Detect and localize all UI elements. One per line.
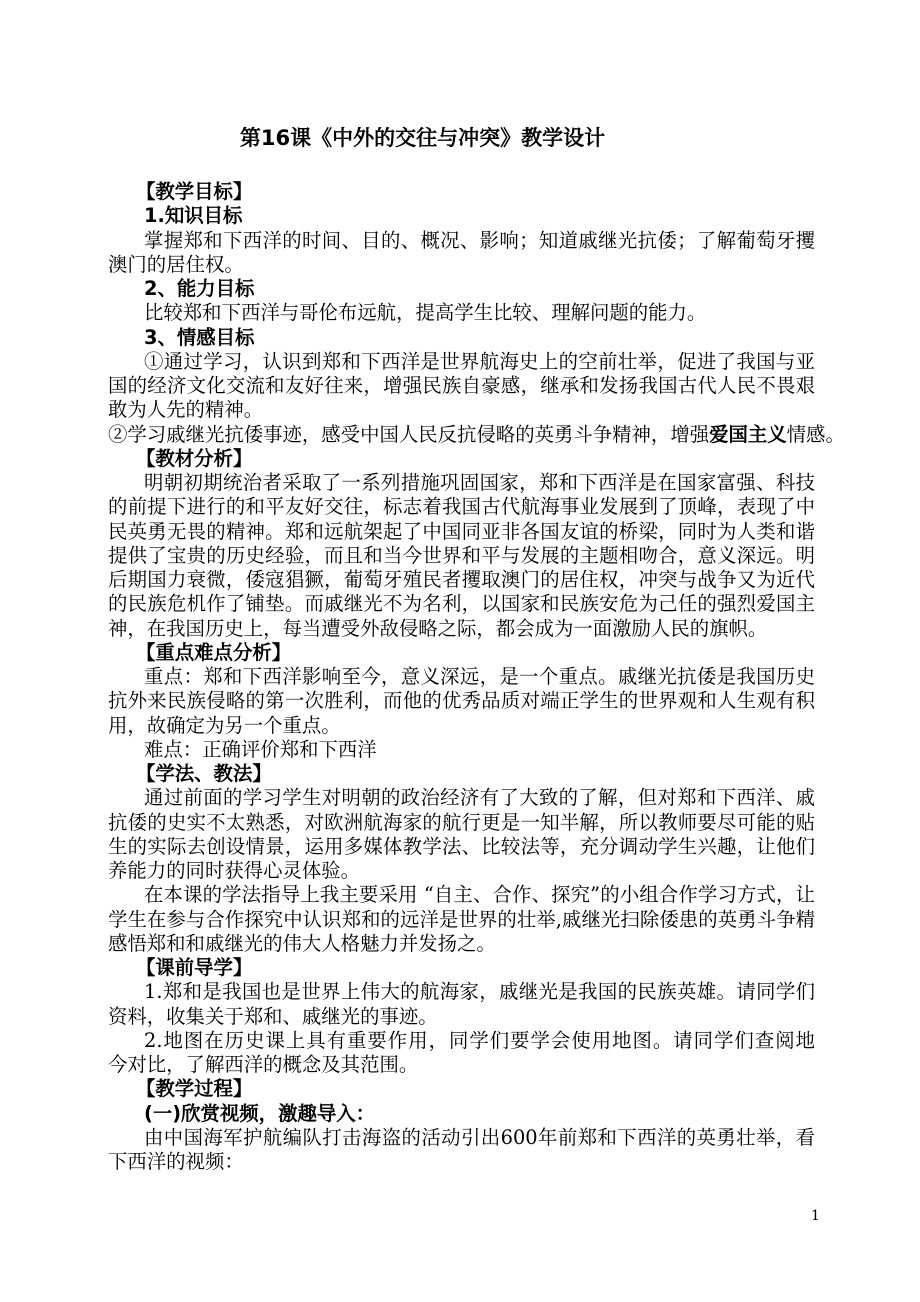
section-heading: 【教学目标】 [136, 180, 253, 203]
text-line: 下西洋的视频： [108, 1150, 244, 1173]
text-line: 感悟郑和和戚继光的伟大人格魅力并发扬之。 [108, 931, 496, 955]
text-line: 难点：正确评价郑和下西洋 [144, 737, 377, 761]
text-line: 民英勇无畏的精神。郑和远航架起了中国同亚非各国友谊的桥梁，同时为人类和谐 [108, 519, 815, 543]
text-line: 养能力的同时获得心灵体验。 [108, 859, 361, 882]
text-line: 神，在我国历史上，每当遭受外敌侵略之际，都会成为一面激励人民的旗帜。 [108, 616, 768, 640]
subsection-heading: 3、情感目标 [144, 325, 255, 349]
text-line: 掌握郑和下西洋的时间、目的、概况、影响；知道戚继光抗倭；了解葡萄牙攫 [144, 228, 815, 252]
document-title: 第16课《中外的交往与冲突》教学设计 [239, 126, 606, 150]
text-line: 由中国海军护航编队打击海盗的活动引出600年前郑和下西洋的英勇壮举，看 [144, 1125, 815, 1149]
text-line: 今对比，了解西洋的概念及其范围。 [108, 1053, 419, 1076]
section-heading: 【重点难点分析】 [136, 640, 292, 664]
text-line: 抗外来民族侵略的第一次胜利，而他的优秀品质对端正学生的世界观和人生观有积 [108, 689, 815, 713]
text-line: 用，故确定为另一个重点。 [108, 713, 341, 737]
section-heading: 【学法、教法】 [136, 762, 272, 785]
text-line: 敢为人先的精神。 [108, 398, 264, 422]
text-line: 后期国力衰微，倭寇猖獗，葡萄牙殖民者攫取澳门的居住权，冲突与战争又为近代 [108, 568, 815, 591]
text-segment: ②学习戚继光抗倭事迹，感受中国人民反抗侵略的英勇斗争精神，增强 [108, 422, 710, 446]
text-line: 比较郑和下西洋与哥伦布远航，提高学生比较、理解问题的能力。 [144, 301, 707, 325]
text-line: 2.地图在历史课上具有重要作用，同学们要学会使用地图。请同学们查阅地 [144, 1028, 815, 1052]
text-line: 在本课的学法指导上我主要采用 “自主、合作、探究”的小组合作学习方式，让 [144, 883, 815, 907]
text-line: 学生在参与合作探究中认识郑和的远洋是世界的壮举,戚继光扫除倭患的英勇斗争精 [108, 907, 815, 931]
subsection-heading: 2、能力目标 [144, 277, 255, 300]
document-body [108, 180, 845, 1174]
text-line: 明朝初期统治者采取了一系列措施巩固国家，郑和下西洋是在国家富强、科技 [144, 471, 815, 494]
subsection-heading: 1.知识目标 [144, 204, 243, 228]
text-line: 1.郑和是我国也是世界上伟大的航海家，戚继光是我国的民族英雄。请同学们 [144, 980, 815, 1004]
page-number: 1 [811, 1208, 820, 1224]
text-line: 澳门的居住权。 [108, 252, 244, 276]
text-line: ①通过学习，认识到郑和下西洋是世界航海史上的空前壮举，促进了我国与亚 [144, 349, 815, 373]
text-line: 生的实际去创设情景，运用多媒体教学法、比较法等，充分调动学生兴趣，让他们 [108, 834, 815, 858]
text-line: 资料，收集关于郑和、戚继光的事迹。 [108, 1004, 438, 1028]
subsection-heading: (一)欣赏视频，激趣导入： [144, 1101, 376, 1125]
text-line [108, 422, 845, 447]
section-heading: 【课前导学】 [136, 956, 253, 979]
section-heading: 【教学过程】 [136, 1077, 253, 1101]
text-line: 通过前面的学习学生对明朝的政治经济有了大致的了解，但对郑和下西洋、戚 [144, 786, 815, 810]
section-heading: 【教材分析】 [136, 446, 253, 470]
emphasized-text: 爱国主义 [709, 422, 787, 446]
text-line: 的前提下进行的和平友好交往，标志着我国古代航海事业发展到了顶峰，表现了中 [108, 495, 815, 519]
text-line: 重点：郑和下西洋影响至今，意义深远，是一个重点。戚继光抗倭是我国历史 [144, 665, 815, 688]
text-line: 抗倭的史实不太熟悉，对欧洲航海家的航行更是一知半解，所以教师要尽可能的贴 [108, 810, 815, 834]
text-line: 国的经济文化交流和友好往来，增强民族自豪感，继承和发扬我国古代人民不畏艰 [108, 374, 815, 397]
text-line: 提供了宝贵的历史经验，而且和当今世界和平与发展的主题相吻合，意义深远。明 [108, 543, 815, 567]
text-line: 的民族危机作了铺垫。而戚继光不为名利，以国家和民族安危为己任的强烈爱国主 [108, 592, 815, 616]
text-segment: 情感。 [786, 422, 845, 446]
